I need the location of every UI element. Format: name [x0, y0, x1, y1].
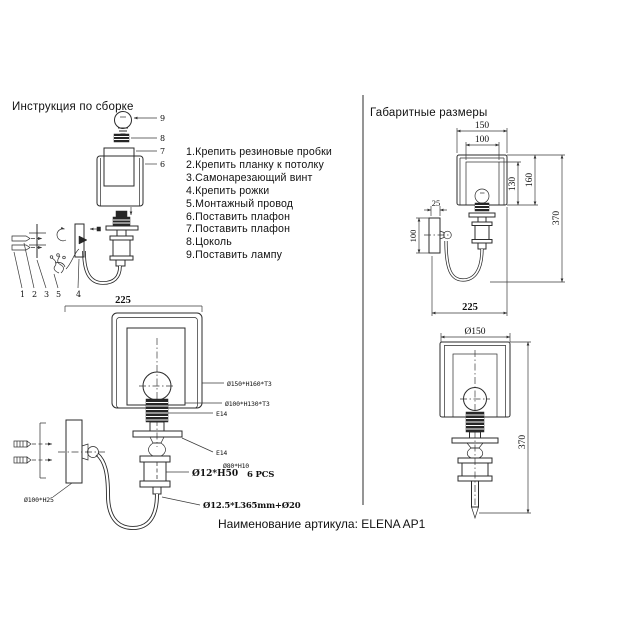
label-ring: Ø80*H10 — [223, 462, 249, 470]
label-socket-upper: E14 — [216, 410, 228, 418]
callout-number-wires: 5 — [56, 290, 62, 299]
dim-front-total-height: 370 — [518, 434, 528, 450]
label-shade-outer: Ø150*H160*T3 — [227, 380, 272, 388]
callout-number-screw: 2 — [32, 290, 38, 299]
detail-drawing — [14, 295, 301, 528]
label-arm: Ø12.5*L365mm+Ø20 — [203, 501, 301, 511]
leader-socket-lower — [182, 438, 213, 452]
dim-shade-height: 160 — [525, 172, 535, 188]
assembly-step: 5.Монтажный провод — [186, 197, 294, 210]
dim-inner-height: 130 — [508, 176, 518, 192]
callout-leader-5 — [54, 274, 58, 288]
socket-cap-part — [114, 134, 129, 142]
bulb-part — [115, 112, 132, 135]
shade-side-view — [457, 155, 507, 205]
detail-screws — [14, 441, 52, 463]
detail-wall-plate — [58, 420, 105, 483]
callout-number-bracket: 4 — [76, 290, 82, 299]
callout-number-bulb: 9 — [160, 114, 166, 123]
assembly-step: 8.Цоколь — [186, 236, 232, 249]
dim-shade-width: 150 — [474, 121, 490, 131]
callout-leader-1 — [14, 252, 22, 288]
assembly-step: 3.Самонарезающий винт — [186, 171, 313, 184]
lamp-body — [84, 211, 138, 283]
label-socket-lower: E14 — [216, 449, 228, 457]
assembly-step: 1.Крепить резиновые пробки — [186, 146, 332, 158]
assembly-step: 4.Крепить рожки — [186, 184, 270, 197]
callout-leader-2 — [24, 243, 34, 288]
dim-total-height: 370 — [552, 210, 562, 226]
assembly-step: 9.Поставить лампу — [186, 249, 283, 262]
callout-number-strap: 3 — [44, 290, 50, 299]
dimensions-title: Габаритные размеры — [370, 107, 488, 119]
callout-leader-3 — [37, 260, 46, 288]
wall-bracket-part — [57, 224, 101, 257]
leader-arm — [162, 497, 200, 505]
dim-plate-height: 100 — [408, 229, 418, 243]
assembly-step: 2.Крепить планку к потолку — [186, 158, 324, 171]
callout-number-inner-shade: 7 — [160, 147, 166, 156]
inner-shade-part — [104, 148, 134, 186]
dim-inner-width: 100 — [474, 135, 490, 145]
dim-plate-thickness: 25 — [431, 198, 441, 208]
dim-shade-diameter: Ø150 — [464, 327, 486, 337]
assembly-exploded-diagram — [12, 112, 165, 300]
callout-number-socket-cap: 8 — [160, 134, 166, 143]
callout-leader-4 — [78, 259, 79, 288]
label-candle-qty: 6 PCS — [247, 470, 275, 480]
label-wall-plate: Ø100*H25 — [24, 496, 54, 504]
detail-lamp-body — [97, 372, 182, 528]
dim-detail-depth: 225 — [115, 295, 131, 306]
assembly-steps-list — [186, 146, 332, 262]
article-name: Наименование артикула: ELENA AP1 — [218, 517, 426, 531]
dim-total-depth: 225 — [462, 302, 478, 313]
assembly-step: 6.Поставить плафон — [186, 210, 291, 223]
assembly-step: 7.Поставить плафон — [186, 223, 291, 236]
front-view-drawing — [440, 327, 531, 518]
callout-number-outer-shade: 6 — [160, 160, 166, 169]
mounting-strap-part — [29, 224, 46, 258]
group-bracket — [40, 423, 46, 478]
leader-wall-plate — [53, 483, 72, 497]
assembly-title: Инструкция по сборке — [12, 101, 134, 113]
overall-dimensions-drawing — [408, 121, 565, 316]
lamp-side-view — [446, 189, 495, 280]
label-shade-inner: Ø100*H130*T3 — [225, 400, 270, 408]
callout-number-anchor: 1 — [20, 290, 26, 299]
label-candle: Ø12*H50 — [192, 469, 239, 479]
